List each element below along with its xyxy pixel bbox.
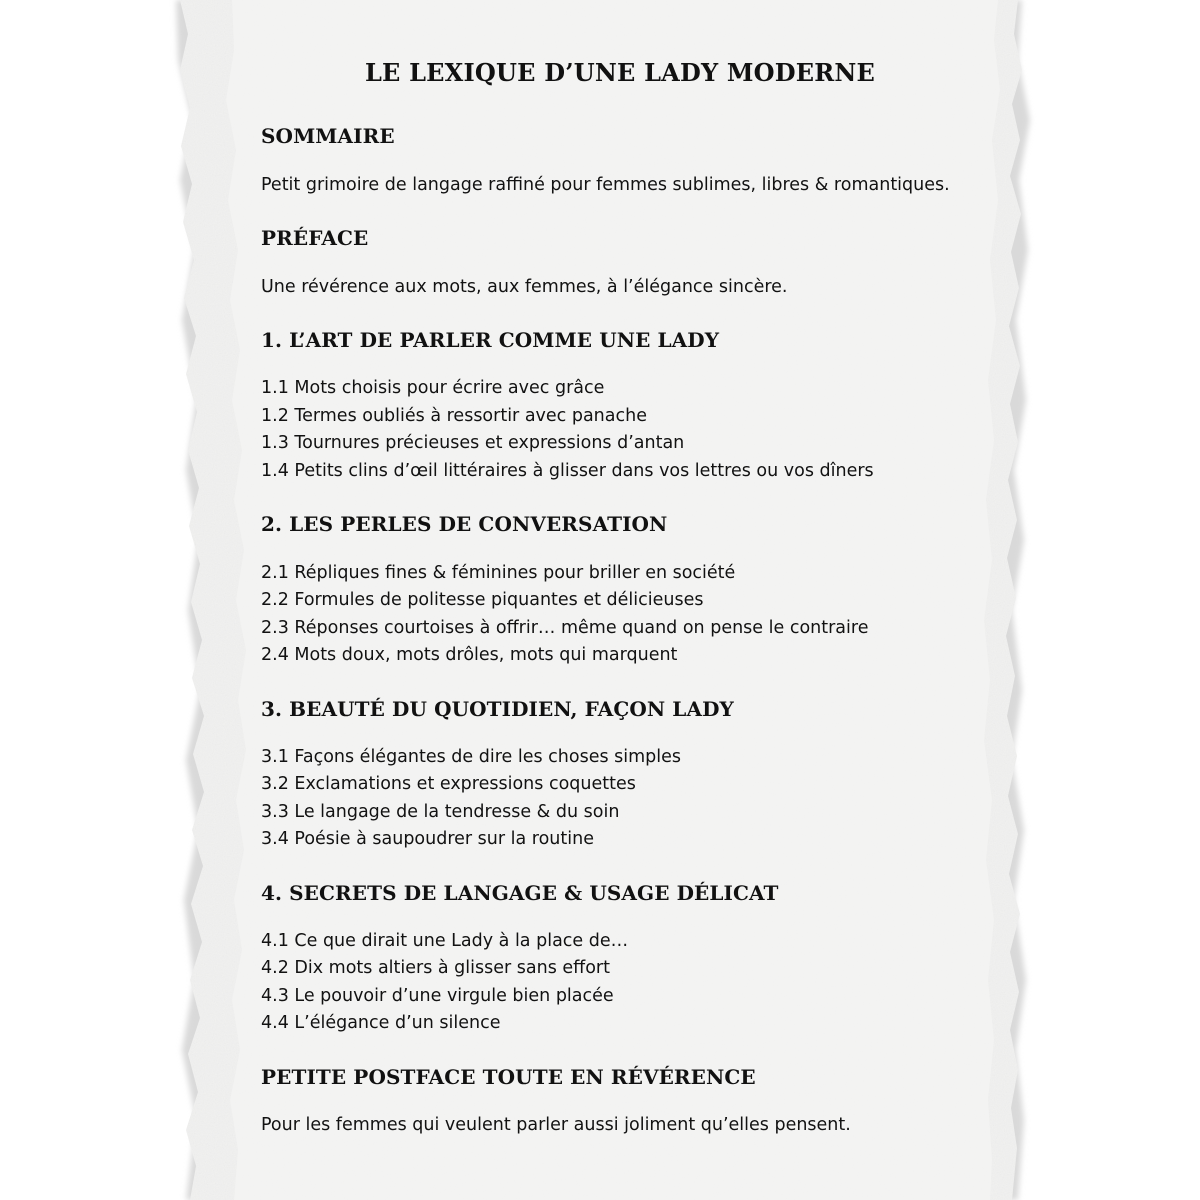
postface-text: Pour les femmes qui veulent parler aussi joliment qu’elles pensent. [261,1115,851,1135]
sommaire-heading: SOMMAIRE [261,124,395,148]
section-3-item: 3.1 Façons élégantes de dire les choses simples [261,747,682,767]
section-3-heading: 3. BEAUTÉ DU QUOTIDIEN, FAÇON LADY [261,697,734,721]
section-3-item: 3.2 Exclamations et expressions coquettes [261,774,636,794]
section-2-item: 2.1 Répliques fines & féminines pour briller en société [261,563,736,583]
section-4-heading: 4. SECRETS DE LANGAGE & USAGE DÉLICAT [261,881,779,905]
section-1-item: 1.4 Petits clins d’œil littéraires à glisser dans vos lettres ou vos dîners [261,461,874,481]
section-1-item: 1.3 Tournures précieuses et expressions d’antan [261,433,685,453]
section-3-item: 3.3 Le langage de la tendresse & du soin [261,802,620,822]
section-2-item: 2.3 Réponses courtoises à offrir… même quand on pense le contraire [261,618,869,638]
sommaire-text: Petit grimoire de langage raffiné pour femmes sublimes, libres & romantiques. [261,175,950,195]
section-2-item: 2.4 Mots doux, mots drôles, mots qui marquent [261,645,678,665]
section-1-heading: 1. L’ART DE PARLER COMME UNE LADY [261,328,720,352]
section-2-item: 2.2 Formules de politesse piquantes et délicieuses [261,590,704,610]
section-2-heading: 2. LES PERLES DE CONVERSATION [261,512,668,536]
postface-heading: PETITE POSTFACE TOUTE EN RÉVÉRENCE [261,1065,756,1089]
document-title: LE LEXIQUE D’UNE LADY MODERNE [364,58,876,87]
section-4-item: 4.4 L’élégance d’un silence [261,1013,501,1033]
section-1-item: 1.1 Mots choisis pour écrire avec grâce [261,378,605,398]
section-4-item: 4.2 Dix mots altiers à glisser sans effort [261,958,610,978]
section-1-item: 1.2 Termes oubliés à ressortir avec panache [261,406,647,426]
preface-text: Une révérence aux mots, aux femmes, à l’élégance sincère. [261,277,788,297]
preface-heading: PRÉFACE [261,226,369,250]
section-4-item: 4.3 Le pouvoir d’une virgule bien placée [261,986,614,1006]
section-3-item: 3.4 Poésie à saupoudrer sur la routine [261,829,594,849]
section-4-item: 4.1 Ce que dirait une Lady à la place de… [261,931,629,951]
